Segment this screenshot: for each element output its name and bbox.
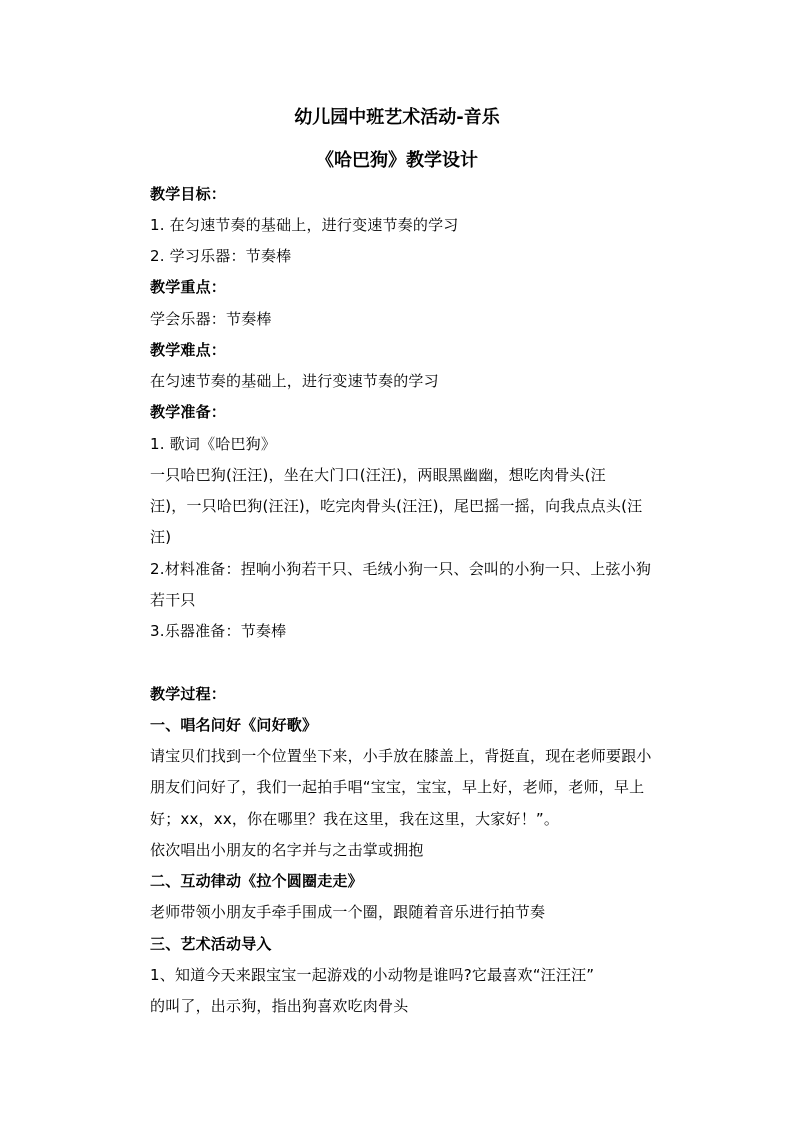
paragraph-line: 好；xx，xx，你在哪里？我在这里，我在这里，大家好！”。 — [150, 810, 560, 828]
paragraph-line: 在匀速节奏的基础上，进行变速节奏的学习 — [150, 372, 439, 390]
document-title: 幼儿园中班艺术活动-音乐 — [294, 107, 500, 128]
paragraph-line: 1. 在匀速节奏的基础上，进行变速节奏的学习 — [150, 216, 459, 234]
section-heading-key-points: 教学重点： — [150, 278, 227, 296]
paragraph-line: 1、知道今天来跟宝宝一起游戏的小动物是谁吗?它最喜欢“汪汪汪” — [150, 966, 595, 984]
step-heading-intro: 三、艺术活动导入 — [150, 935, 272, 953]
paragraph-line: 汪) — [150, 528, 172, 546]
paragraph-line: 2. 学习乐器：节奏棒 — [150, 247, 292, 265]
paragraph-line: 1. 歌词《哈巴狗》 — [150, 435, 277, 453]
section-heading-difficulties: 教学难点： — [150, 341, 227, 359]
step-heading-greeting: 一、唱名问好《问好歌》 — [150, 716, 318, 734]
section-heading-goals: 教学目标： — [150, 185, 227, 203]
paragraph-line: 依次唱出小朋友的名字并与之击掌或拥抱 — [150, 841, 424, 859]
paragraph-line: 的叫了，出示狗，指出狗喜欢吃肉骨头 — [150, 997, 409, 1015]
paragraph-line: 朋友们问好了，我们一起拍手唱“宝宝，宝宝，早上好，老师，老师，早上 — [150, 778, 645, 796]
step-heading-rhythm: 二、互动律动《拉个圆圈走走》 — [150, 872, 363, 890]
paragraph-line: 一只哈巴狗(汪汪)，坐在大门口(汪汪)，两眼黑幽幽，想吃肉骨头(汪 — [150, 466, 606, 484]
paragraph-line: 2.材料准备：捏响小狗若干只、毛绒小狗一只、会叫的小狗一只、上弦小狗 — [150, 560, 652, 578]
section-heading-process: 教学过程： — [150, 685, 227, 703]
paragraph-line: 老师带领小朋友手牵手围成一个圈，跟随着音乐进行拍节奏 — [150, 903, 546, 921]
section-heading-preparation: 教学准备： — [150, 403, 227, 421]
document-subtitle: 《哈巴狗》教学设计 — [316, 150, 478, 171]
paragraph-line: 汪)，一只哈巴狗(汪汪)，吃完肉骨头(汪汪)，尾巴摇一摇，向我点点头(汪 — [150, 497, 643, 515]
paragraph-line: 若干只 — [150, 591, 196, 609]
paragraph-line: 学会乐器：节奏棒 — [150, 310, 272, 328]
paragraph-line: 3.乐器准备：节奏棒 — [150, 622, 287, 640]
paragraph-line: 请宝贝们找到一个位置坐下来，小手放在膝盖上，背挺直，现在老师要跟小 — [150, 747, 652, 765]
